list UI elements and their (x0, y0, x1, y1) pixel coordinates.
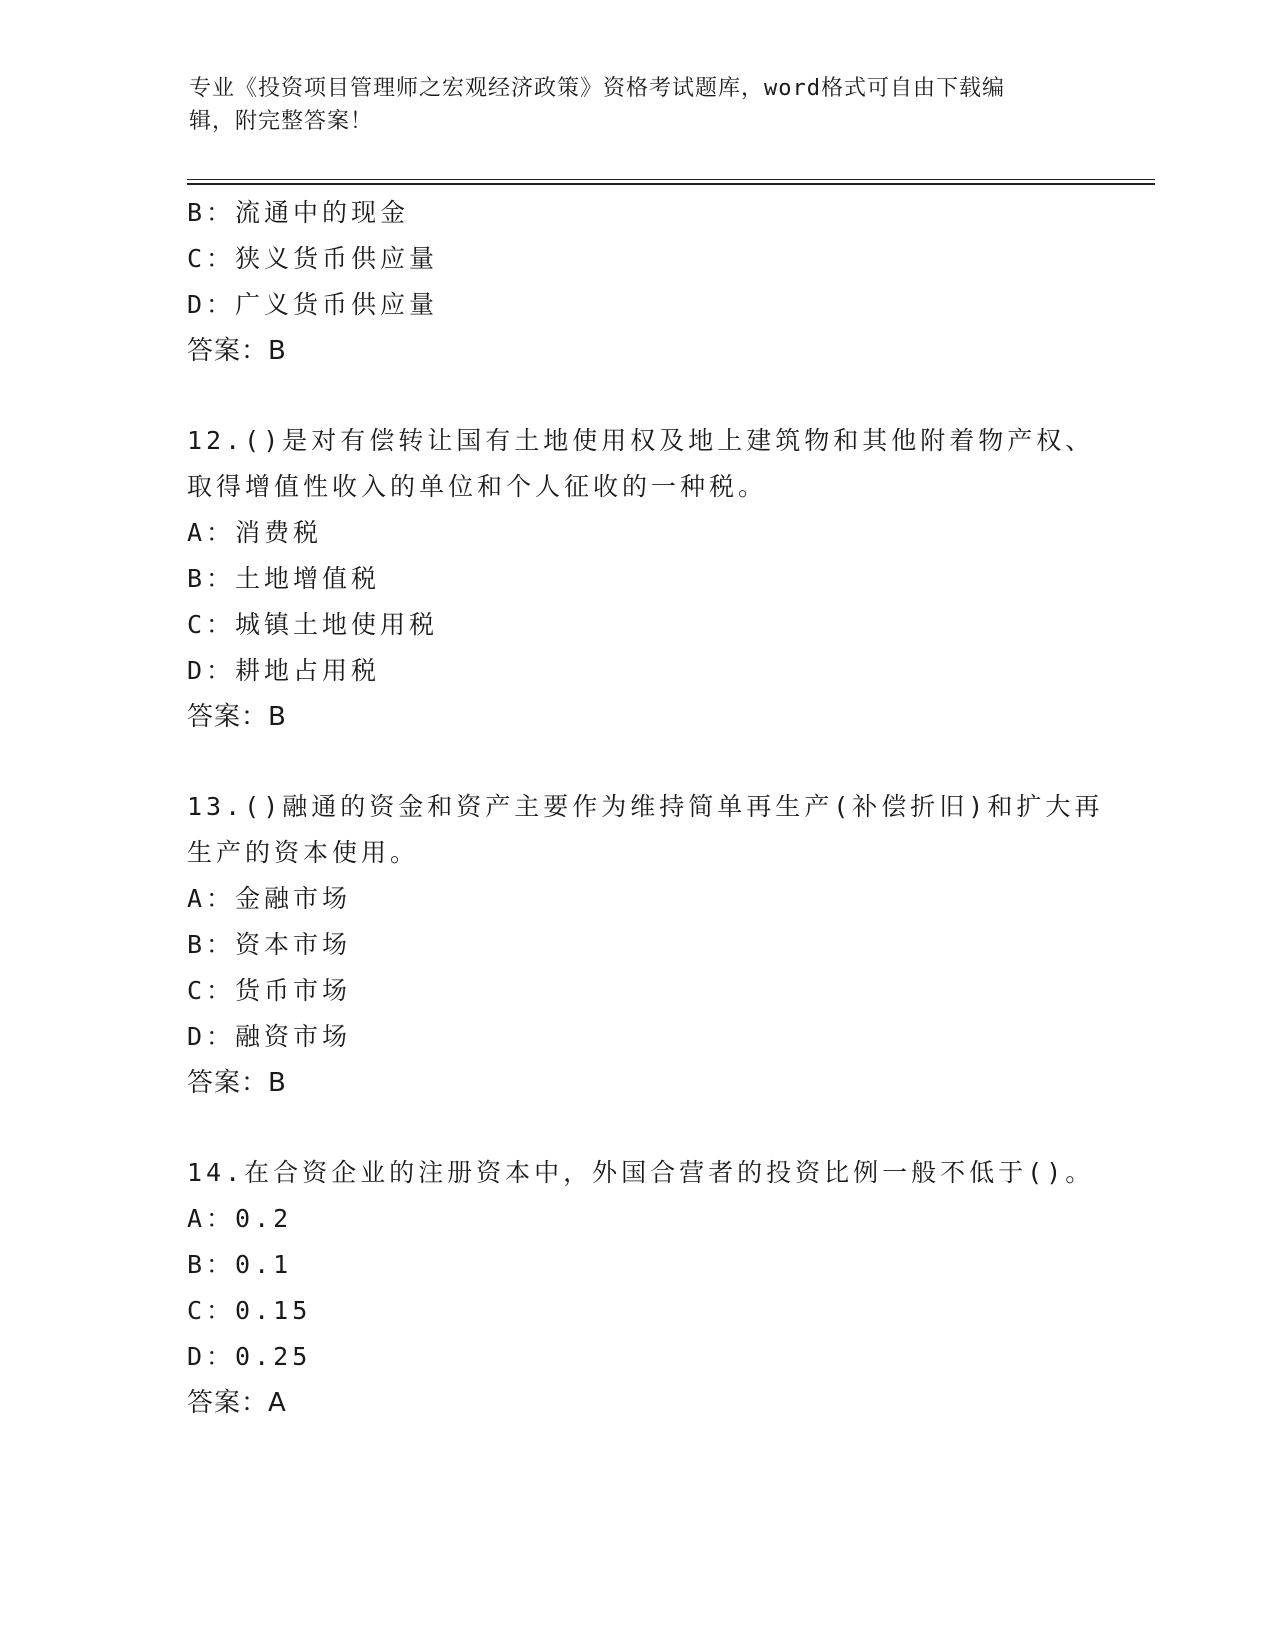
document-header (189, 72, 1069, 138)
answer-line: 答案：A (187, 1388, 287, 1418)
question-11-continued (187, 190, 1087, 374)
question-12 (187, 418, 1095, 740)
option-d: D：耕地占用税 (187, 656, 381, 685)
option-b: B：0.1 (187, 1250, 293, 1279)
question-text-line-2: 取得增值性收入的单位和个人征收的一种税。 (187, 472, 768, 501)
answer-line: 答案：B (187, 1068, 287, 1098)
option-b: B：资本市场 (187, 930, 352, 959)
option-a: A：消费税 (187, 518, 323, 547)
option-c: C：0.15 (187, 1296, 312, 1325)
header-divider-thick (187, 183, 1155, 185)
header-line-1: 专业《投资项目管理师之宏观经济政策》资格考试题库，word格式可自由下载编 (189, 76, 1005, 101)
question-list (187, 190, 1104, 1426)
question-text-line-1: 13.()融通的资金和资产主要作为维持简单再生产(补偿折旧)和扩大再 (187, 792, 1104, 821)
spacer (187, 374, 1087, 418)
option-a: A：0.2 (187, 1204, 293, 1233)
spacer (187, 740, 1087, 784)
option-a: A：金融市场 (187, 884, 352, 913)
option-b: B：流通中的现金 (187, 198, 410, 227)
header-line-2: 辑，附完整答案！ (189, 109, 374, 134)
header-divider-thin (187, 179, 1155, 180)
answer-line: 答案：B (187, 702, 287, 732)
option-d: D：广义货币供应量 (187, 290, 439, 319)
spacer (187, 1106, 1087, 1150)
option-c: C：城镇土地使用税 (187, 610, 439, 639)
answer-line: 答案：B (187, 336, 287, 366)
question-text-line-2: 生产的资本使用。 (187, 838, 420, 867)
question-text-line-1: 14.在合资企业的注册资本中，外国合营者的投资比例一般不低于()。 (187, 1158, 1095, 1187)
option-d: D：融资市场 (187, 1022, 352, 1051)
option-b: B：土地增值税 (187, 564, 381, 593)
question-13 (187, 784, 1104, 1106)
question-text-line-1: 12.()是对有偿转让国有土地使用权及地上建筑物和其他附着物产权、 (187, 426, 1095, 455)
question-14 (187, 1150, 1095, 1426)
option-c: C：货币市场 (187, 976, 352, 1005)
option-c: C：狭义货币供应量 (187, 244, 439, 273)
option-d: D：0.25 (187, 1342, 312, 1371)
